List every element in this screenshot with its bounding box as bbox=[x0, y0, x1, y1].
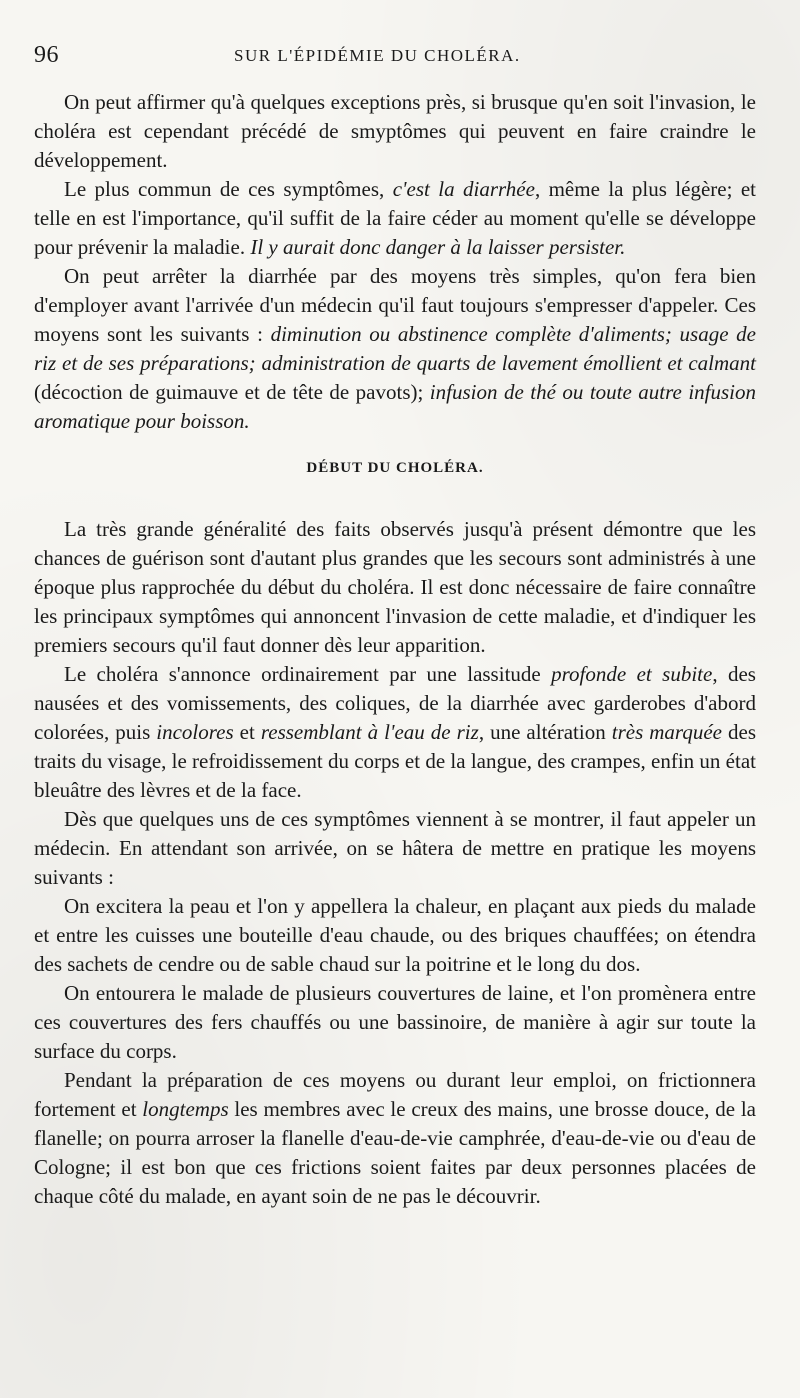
italic-text: profonde et subite bbox=[551, 662, 713, 686]
section-heading: DÉBUT DU CHOLÉRA. bbox=[306, 460, 484, 476]
text-run: , des nausées et des vomissements, des coliques, de la diarrhée avec garderobes d'abord colorées, puis bbox=[34, 662, 756, 744]
text-run: La très grande généralité des faits observés jusqu'à présent démontre que les chances de guérison sont d'autant plus grandes que les secours sont administrés à une époque plus rapprochée du début du choléra. Il est donc nécessaire de faire connaître les principaux symptômes qui annoncent l'invasion de cette maladie, et d'indiquer les premiers secours qu'il faut donner dès leur apparition. bbox=[34, 517, 756, 657]
italic-text: ressemblant à l'eau de riz bbox=[260, 720, 479, 744]
page-number: 96 bbox=[34, 42, 59, 68]
text-run: (décoction de guimauve et de tête de pavots); bbox=[34, 380, 430, 404]
text-run: Le choléra s'annonce ordinairement par une lassitude bbox=[64, 662, 552, 686]
text-run: les membres avec le creux des mains, une brosse douce, de la flanelle; on pourra arroser la flanelle d'eau-de-vie camphrée, d'eau-de-vie ou d'eau de Cologne; il est bon que ces frictions soient faites par deux personnes placées de chaque côté du malade, en ayant soin de ne pas le découvrir. bbox=[34, 1097, 756, 1208]
italic-text: très marquée bbox=[611, 720, 722, 744]
paragraph bbox=[34, 660, 756, 805]
paragraph bbox=[34, 1066, 756, 1211]
italic-text: infusion de thé ou toute autre infusion aromatique pour boisson. bbox=[34, 380, 756, 433]
paragraph bbox=[34, 88, 756, 175]
italic-text: longtemps bbox=[142, 1097, 229, 1121]
text-run: Dès que quelques uns de ces symptômes viennent à se montrer, il faut appeler un médecin. En attendant son arrivée, on se hâtera de mettre en pratique les moyens suivants : bbox=[34, 807, 756, 889]
text-run: , une altération bbox=[478, 720, 612, 744]
paragraph bbox=[34, 262, 756, 436]
running-head bbox=[34, 42, 756, 78]
body-text bbox=[34, 88, 756, 1211]
text-run: , même la plus légère; et telle en est l'importance, qu'il suffit de la faire céder au moment qu'elle se développe pour prévenir la maladie. bbox=[34, 177, 757, 259]
text-run: et bbox=[233, 720, 261, 744]
text-run: On peut arrêter la diarrhée par des moyens très simples, qu'on fera bien d'employer avant l'arrivée d'un médecin qu'il faut toujours s'empresser d'appeler. Ces moyens sont les suivants : bbox=[34, 264, 756, 346]
text-run: On peut affirmer qu'à quelques exceptions près, si brusque qu'en soit l'invasion, le choléra est cependant précédé de smyptômes qui peuvent en faire craindre le développement. bbox=[34, 90, 756, 172]
paragraph bbox=[34, 515, 756, 660]
italic-text: diminution ou abstinence complète d'aliments; usage de riz et de ses préparations; administration de quarts de lavement émollient et calmant bbox=[34, 322, 756, 375]
running-title: SUR L'ÉPIDÉMIE DU CHOLÉRA. bbox=[234, 46, 521, 65]
italic-text: Il y aurait donc danger à la laisser persister. bbox=[250, 235, 626, 259]
text-run: On entourera le malade de plusieurs couvertures de laine, et l'on promènera entre ces couvertures des fers chauffés ou une bassinoire, de manière à agir sur toute la surface du corps. bbox=[34, 981, 756, 1063]
paragraph bbox=[34, 805, 756, 892]
paragraph bbox=[34, 979, 756, 1066]
text-run: Pendant la préparation de ces moyens ou durant leur emploi, on frictionnera fortement et bbox=[34, 1068, 756, 1121]
paragraph bbox=[34, 175, 756, 262]
italic-text: c'est la diarrhée bbox=[392, 177, 535, 201]
text-run: Le plus commun de ces symptômes, bbox=[64, 177, 393, 201]
text-run: des traits du visage, le refroidissement du corps et de la langue, des crampes, enfin un état bleuâtre des lèvres et de la face. bbox=[34, 720, 756, 802]
text-run: On excitera la peau et l'on y appellera la chaleur, en plaçant aux pieds du malade et entre les cuisses une bouteille d'eau chaude, ou des briques chauffées; on étendra des sachets de cendre ou de sable chaud sur la poitrine et le long du dos. bbox=[34, 894, 756, 976]
paragraph bbox=[34, 892, 756, 979]
italic-text: incolores bbox=[156, 720, 234, 744]
